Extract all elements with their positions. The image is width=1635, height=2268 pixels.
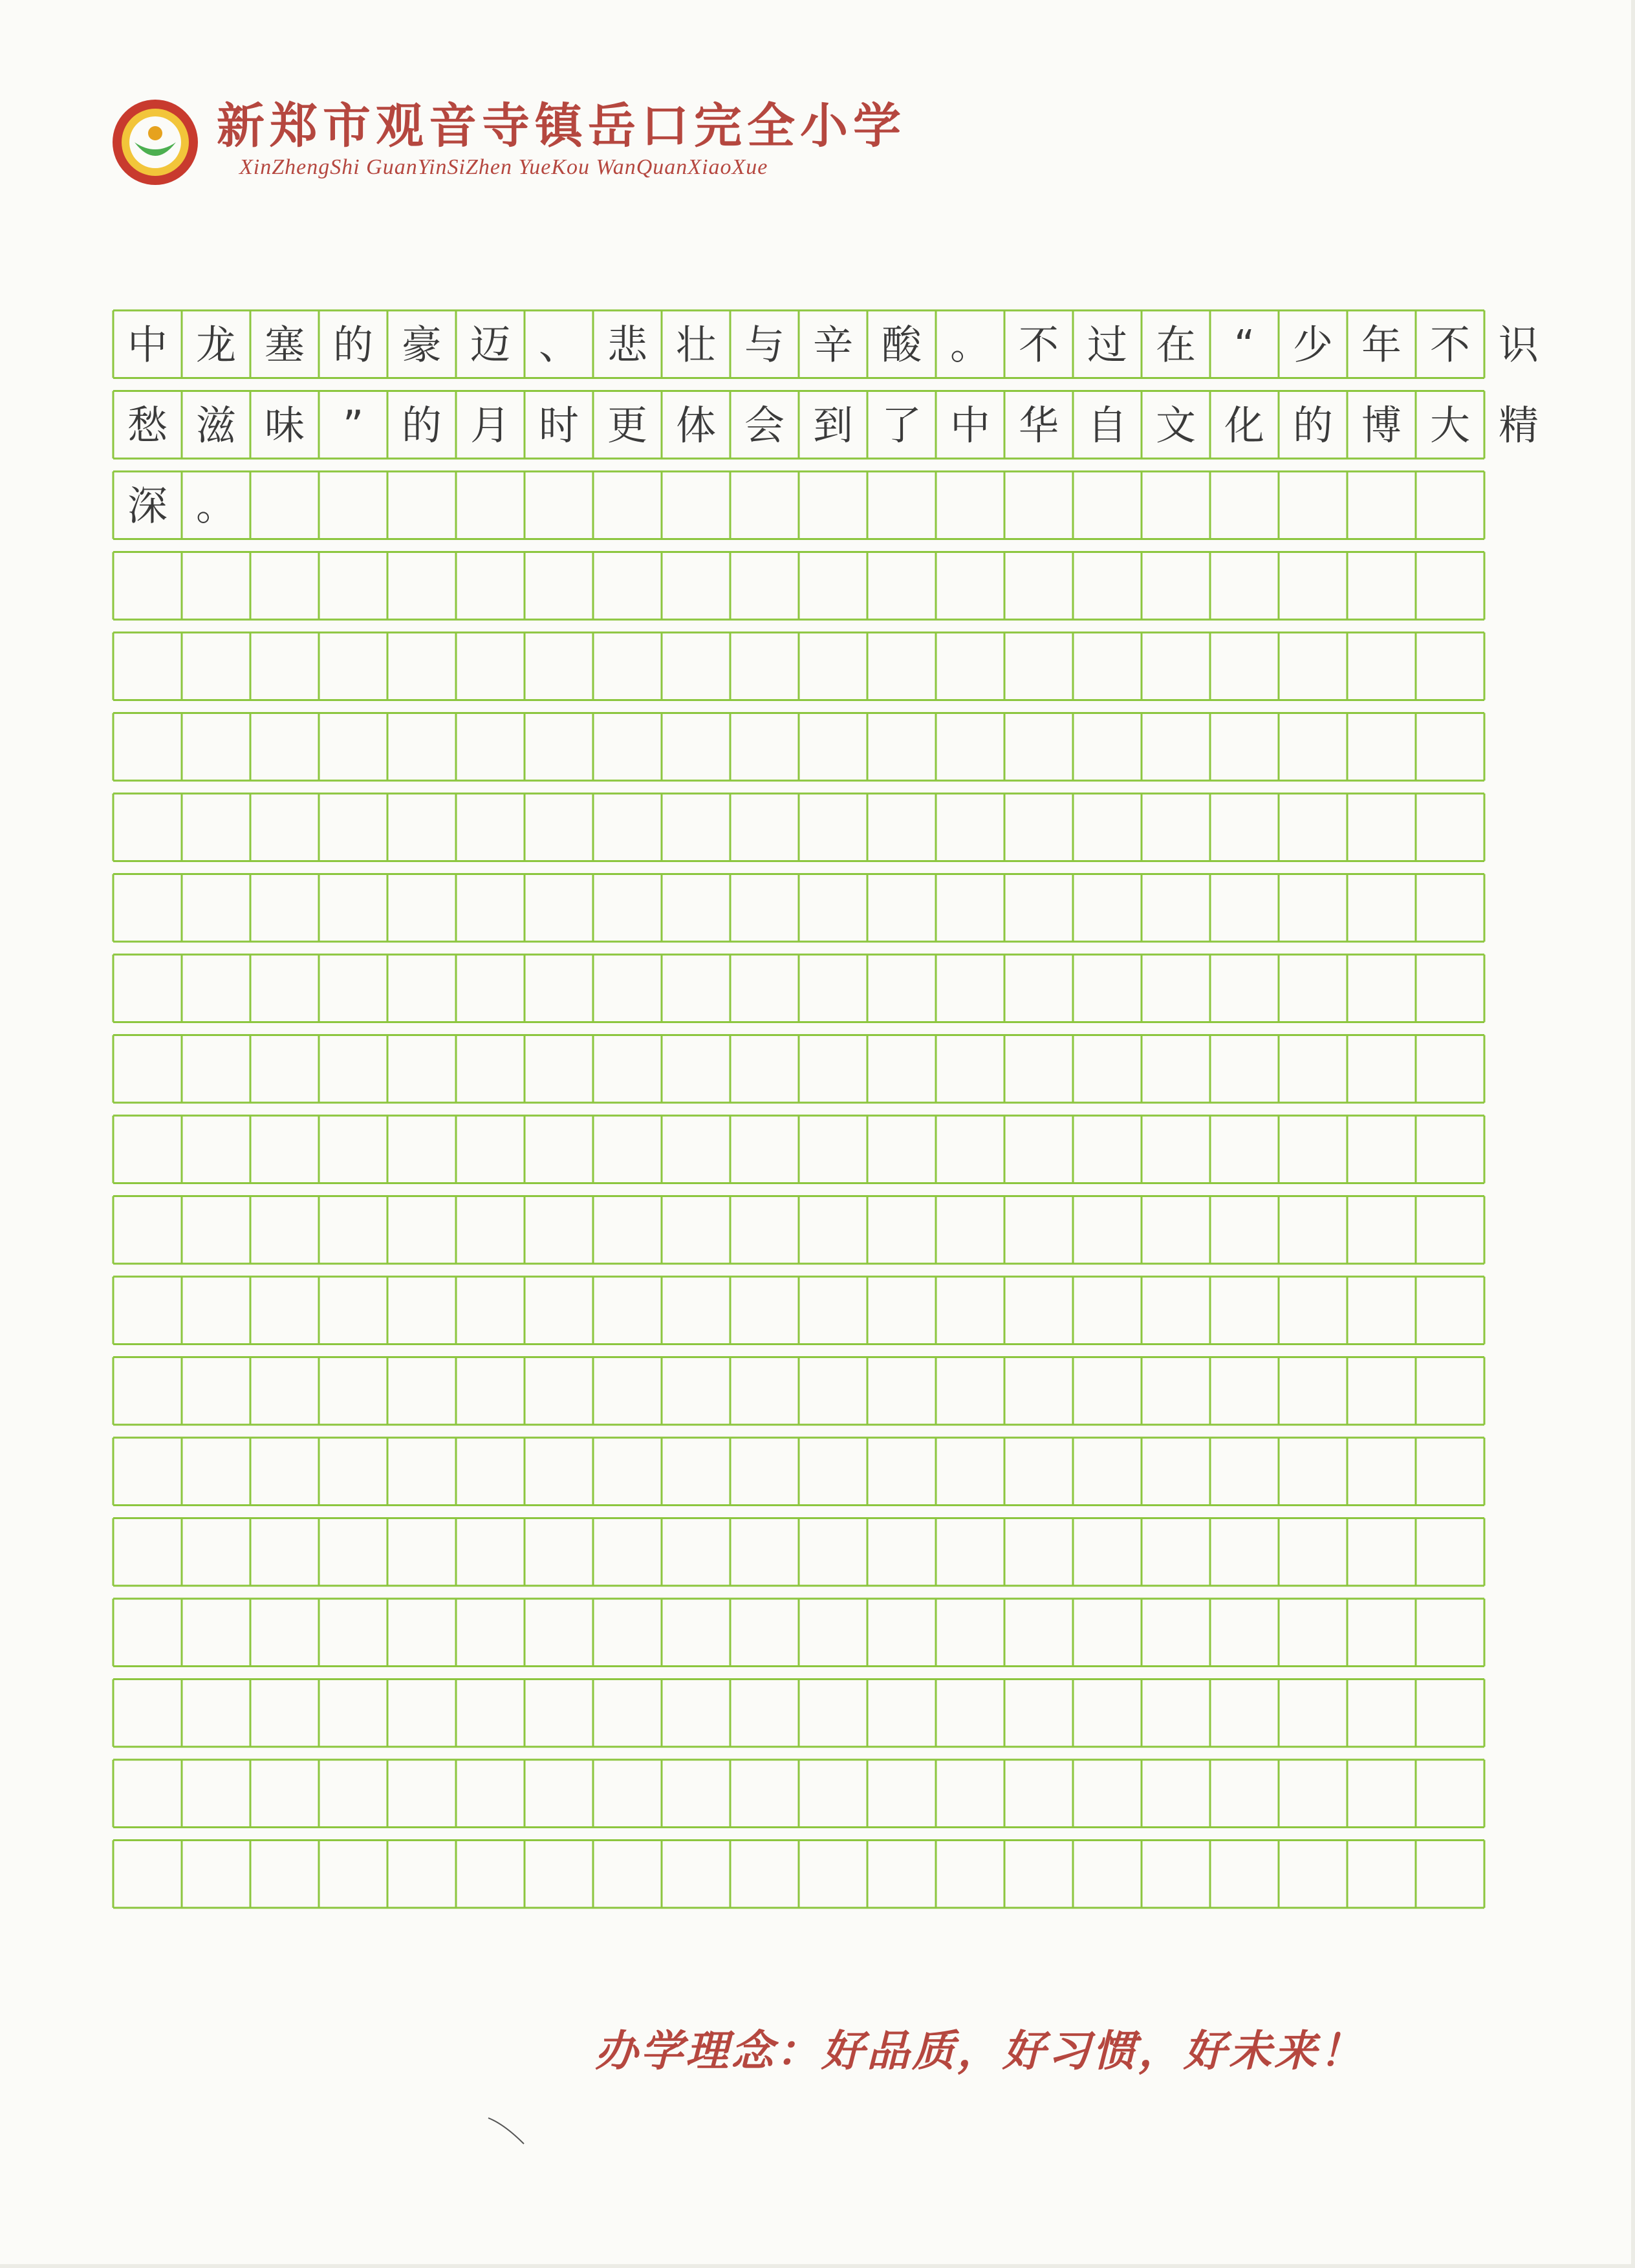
essay-character: 月 <box>470 401 511 449</box>
school-motto: 办学理念：好品质，好习惯，好未来！ <box>595 2025 1365 2076</box>
essay-character: 滋 <box>195 401 237 449</box>
essay-character: 在 <box>1155 321 1196 369</box>
essay-character: 大 <box>1429 401 1471 449</box>
essay-character: 的 <box>1292 401 1334 449</box>
essay-character: 会 <box>744 401 785 449</box>
essay-character: 少 <box>1292 321 1334 369</box>
essay-character: 。 <box>195 482 237 530</box>
grid-row <box>113 1599 1484 1667</box>
essay-character: 中 <box>127 321 168 369</box>
essay-character: 更 <box>607 401 648 449</box>
grid-row <box>113 471 1484 539</box>
essay-character: 化 <box>1224 401 1265 449</box>
essay-character: 不 <box>1018 321 1059 369</box>
essay-character: 愁 <box>127 401 168 449</box>
grid-row <box>113 1760 1484 1828</box>
essay-character: 文 <box>1155 401 1196 449</box>
grid-row <box>113 1841 1484 1908</box>
essay-character: 自 <box>1087 401 1128 449</box>
school-name-pinyin: XinZhengShi GuanYinSiZhen YueKou WanQuanXiaoXue <box>239 155 768 179</box>
essay-character: 了 <box>881 401 922 449</box>
grid-row <box>113 1438 1484 1506</box>
grid-row <box>113 1518 1484 1586</box>
essay-character: 塞 <box>264 321 305 369</box>
grid-row <box>113 1679 1484 1747</box>
grid-row <box>113 1277 1484 1345</box>
grid-row <box>113 632 1484 700</box>
essay-character: ” <box>342 401 364 449</box>
grid-row <box>113 1196 1484 1264</box>
essay-character: 、 <box>538 321 579 369</box>
essay-character: 与 <box>744 321 785 369</box>
grid-row <box>113 391 1484 459</box>
essay-character: 中 <box>949 401 991 449</box>
essay-character: 的 <box>332 321 374 369</box>
grid-row <box>113 310 1484 378</box>
essay-character: 酸 <box>881 321 922 369</box>
grid-row <box>113 1357 1484 1425</box>
essay-character: 到 <box>812 401 854 449</box>
essay-character: 深 <box>127 482 168 530</box>
essay-character: “ <box>1233 321 1255 369</box>
essay-character: 迈 <box>470 321 511 369</box>
school-name: 新郑市观音寺镇岳口完全小学 <box>217 98 906 154</box>
grid-row <box>113 552 1484 620</box>
essay-character: 味 <box>264 401 305 449</box>
grid-row <box>113 794 1484 861</box>
essay-character: 过 <box>1087 321 1128 369</box>
essay-character: 辛 <box>812 321 854 369</box>
essay-character: 博 <box>1361 401 1402 449</box>
essay-character: 的 <box>401 401 442 449</box>
grid-row <box>113 1035 1484 1103</box>
essay-character: 壮 <box>675 321 717 369</box>
essay-character: 时 <box>538 401 579 449</box>
essay-character: 豪 <box>401 321 442 369</box>
grid-row <box>113 874 1484 942</box>
essay-character: 体 <box>675 401 717 449</box>
essay-character: 识 <box>1498 321 1539 369</box>
essay-character: 精 <box>1498 401 1539 449</box>
essay-character: 。 <box>949 321 991 369</box>
grid-row <box>113 1116 1484 1183</box>
essay-character: 不 <box>1429 321 1471 369</box>
essay-character: 龙 <box>195 321 237 369</box>
essay-character: 年 <box>1361 321 1402 369</box>
grid-row <box>113 955 1484 1022</box>
grid-row <box>113 713 1484 781</box>
essay-character: 华 <box>1018 401 1059 449</box>
essay-character: 悲 <box>607 321 648 369</box>
pen-mark <box>485 2115 537 2147</box>
